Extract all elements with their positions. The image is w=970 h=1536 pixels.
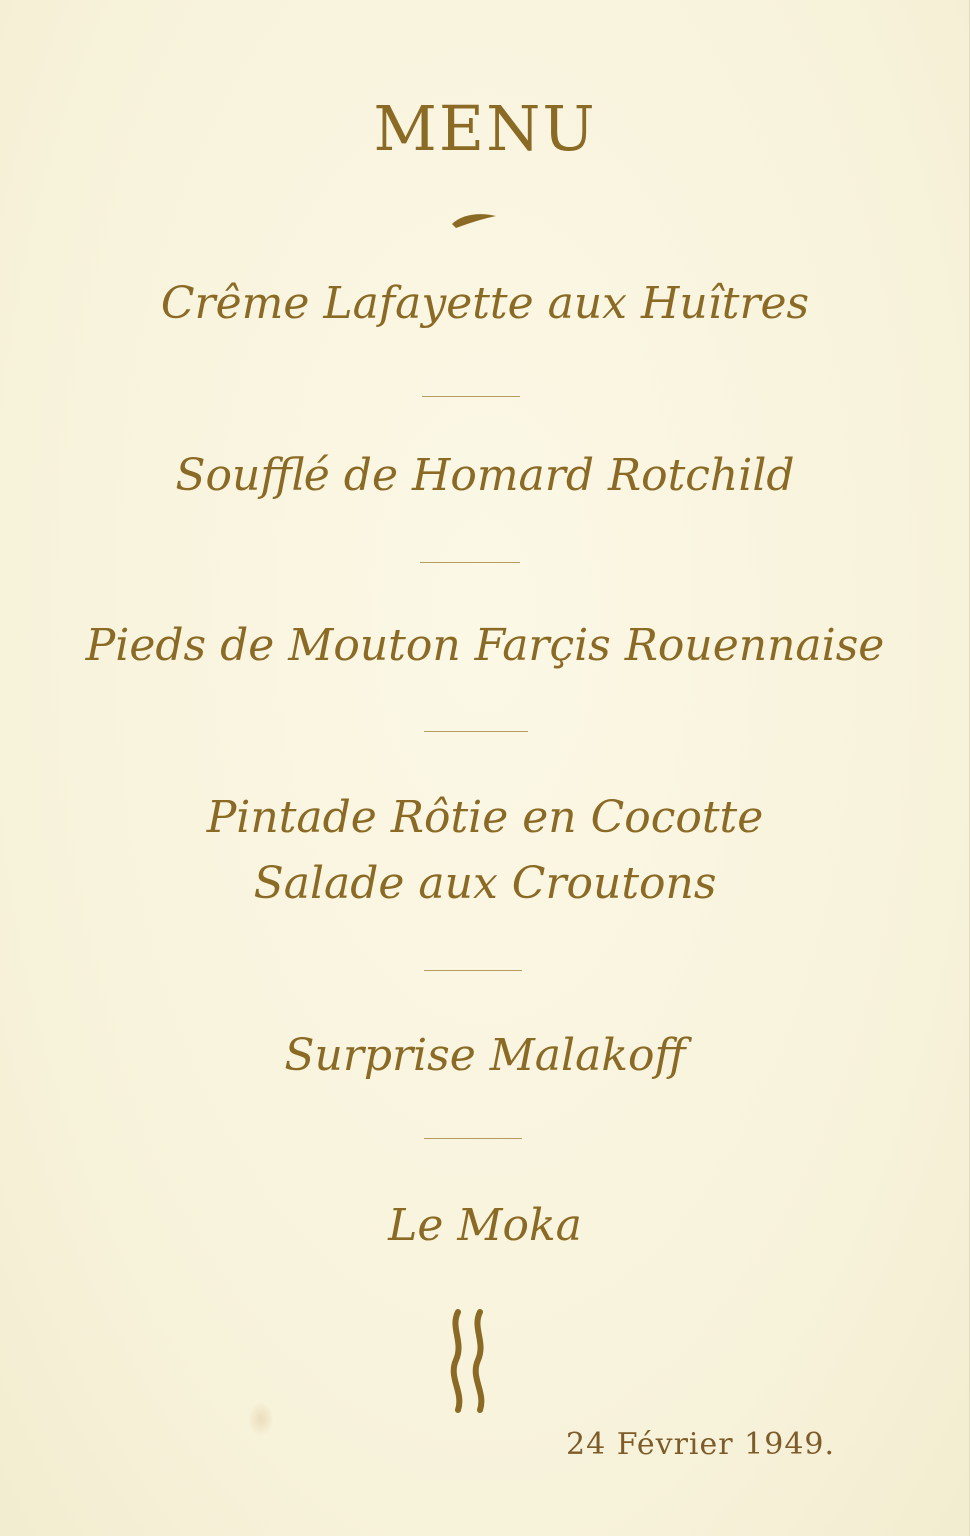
dish-souffle-homard: Soufflé de Homard Rotchild [175, 450, 795, 501]
dish-salade-croutons: Salade aux Croutons [253, 858, 717, 909]
divider-1 [422, 396, 520, 397]
swash-ornament [450, 210, 500, 230]
dish-surprise-malakoff: Surprise Malakoff [284, 1030, 686, 1081]
divider-5 [424, 1138, 522, 1139]
paper-stain [248, 1402, 274, 1436]
menu-title: MENU [373, 92, 597, 165]
dish-pieds-de-mouton: Pieds de Mouton Farçis Rouennaise [85, 620, 885, 671]
divider-3 [424, 731, 528, 732]
divider-4 [424, 970, 522, 971]
dish-le-moka: Le Moka [388, 1200, 582, 1251]
squiggle-ornament [440, 1308, 500, 1414]
divider-2 [420, 562, 520, 563]
dish-creme-lafayette: Crême Lafayette aux Huîtres [160, 278, 810, 329]
dish-pintade-rotie: Pintade Rôtie en Cocotte [206, 792, 764, 843]
menu-date: 24 Février 1949. [566, 1427, 836, 1462]
